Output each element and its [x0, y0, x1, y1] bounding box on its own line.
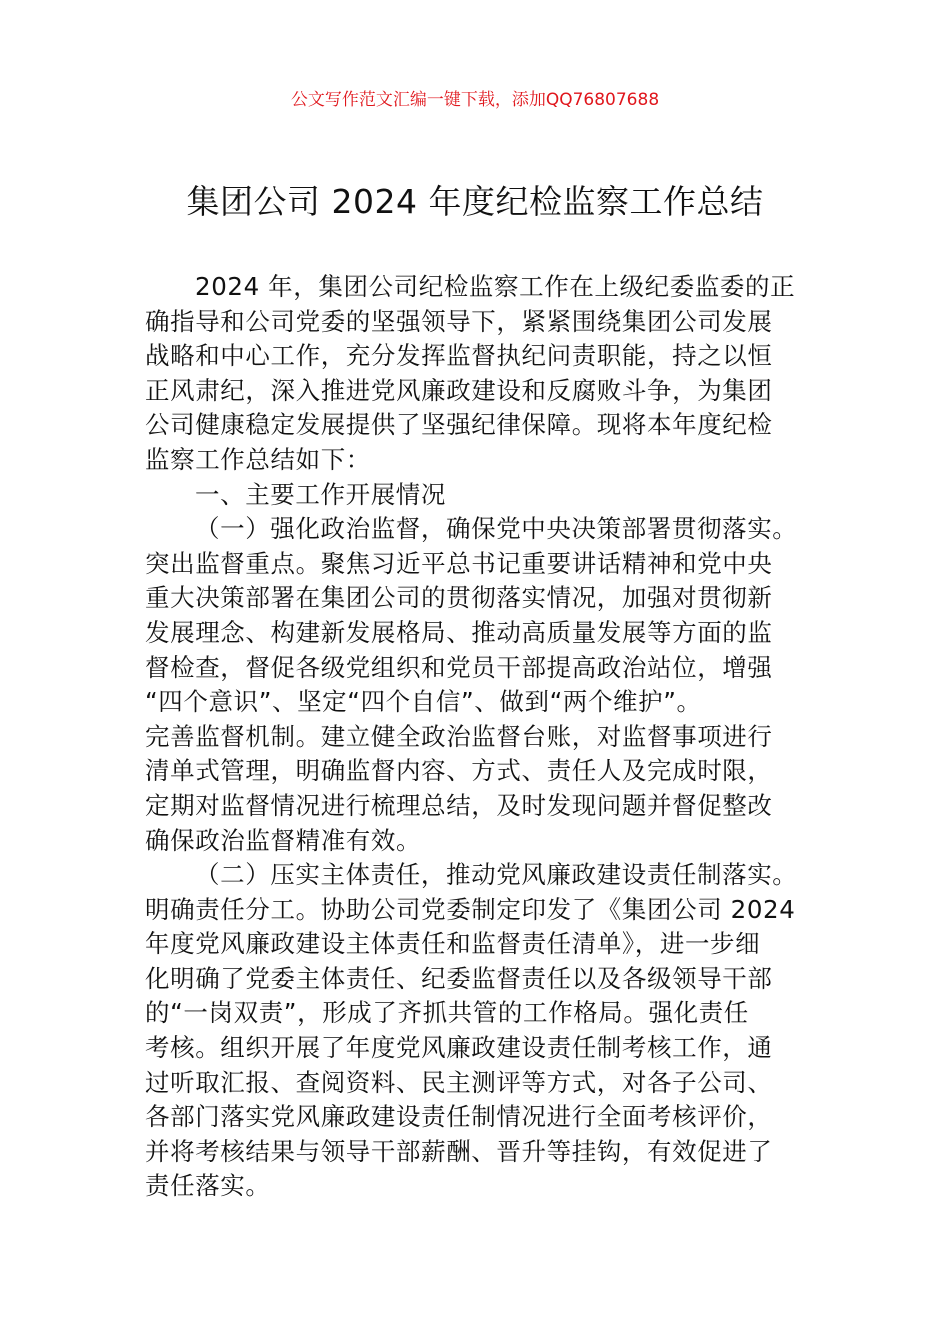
subsection-heading-main-responsibility: （二）压实主体责任，推动党风廉政建设责任制落实。	[195, 860, 798, 890]
paragraph-line: 考核。组织开展了年度党风廉政建设责任制考核工作，通	[145, 1033, 773, 1063]
intro-paragraph-line: 战略和中心工作，充分发挥监督执纪问责职能，持之以恒	[145, 341, 773, 371]
document-body	[145, 270, 835, 1204]
paragraph-line: 过听取汇报、查阅资料、民主测评等方式，对各子公司、	[145, 1067, 773, 1097]
document-title: 集团公司 2024 年度纪检监察工作总结	[186, 182, 764, 221]
paragraph-line: 确保政治监督精准有效。	[145, 825, 422, 855]
download-watermark: 公文写作范文汇编一键下载，添加QQ76807688	[290, 90, 660, 110]
paragraph-line: “四个意识”、坚定“四个自信”、做到“两个维护”。	[145, 687, 702, 717]
paragraph-line: 明确责任分工。协助公司党委制定印发了《集团公司 2024	[145, 894, 796, 924]
paragraph-line: 定期对监督情况进行梳理总结，及时发现问题并督促整改	[145, 790, 773, 820]
paragraph-line: 化明确了党委主体责任、纪委监督责任以及各级领导干部	[145, 963, 773, 993]
paragraph-line: 发展理念、构建新发展格局、推动高质量发展等方面的监	[145, 617, 773, 647]
section-heading: 一、主要工作开展情况	[195, 479, 446, 509]
paragraph-line: 完善监督机制。建立健全政治监督台账，对监督事项进行	[145, 721, 773, 751]
paragraph-line: 责任落实。	[145, 1171, 271, 1201]
intro-paragraph-line: 公司健康稳定发展提供了坚强纪律保障。现将本年度纪检	[145, 410, 773, 440]
intro-paragraph-line: 正风肃纪，深入推进党风廉政建设和反腐败斗争，为集团	[145, 375, 773, 405]
paragraph-line: 并将考核结果与领导干部薪酬、晋升等挂钩，有效促进了	[145, 1136, 773, 1166]
intro-paragraph-line: 2024 年，集团公司纪检监察工作在上级纪委监委的正	[195, 272, 796, 301]
paragraph-line: 年度党风廉政建设主体责任和监督责任清单》，进一步细	[145, 929, 761, 959]
intro-paragraph-line: 确指导和公司党委的坚强领导下，紧紧围绕集团公司发展	[145, 306, 773, 336]
intro-paragraph-line: 监察工作总结如下：	[145, 444, 371, 474]
paragraph-line: 突出监督重点。聚焦习近平总书记重要讲话精神和党中央	[145, 548, 773, 578]
paragraph-line: 各部门落实党风廉政建设责任制情况进行全面考核评价，	[145, 1102, 773, 1132]
subsection-heading-political-supervision: （一）强化政治监督，确保党中央决策部署贯彻落实。	[195, 514, 798, 544]
paragraph-line: 重大决策部署在集团公司的贯彻落实情况，加强对贯彻新	[145, 583, 773, 613]
paragraph-line: 的“一岗双责”，形成了齐抓共管的工作格局。强化责任	[145, 998, 749, 1028]
paragraph-line: 清单式管理，明确监督内容、方式、责任人及完成时限，	[145, 756, 773, 786]
paragraph-line: 督检查，督促各级党组织和党员干部提高政治站位，增强	[145, 652, 773, 682]
